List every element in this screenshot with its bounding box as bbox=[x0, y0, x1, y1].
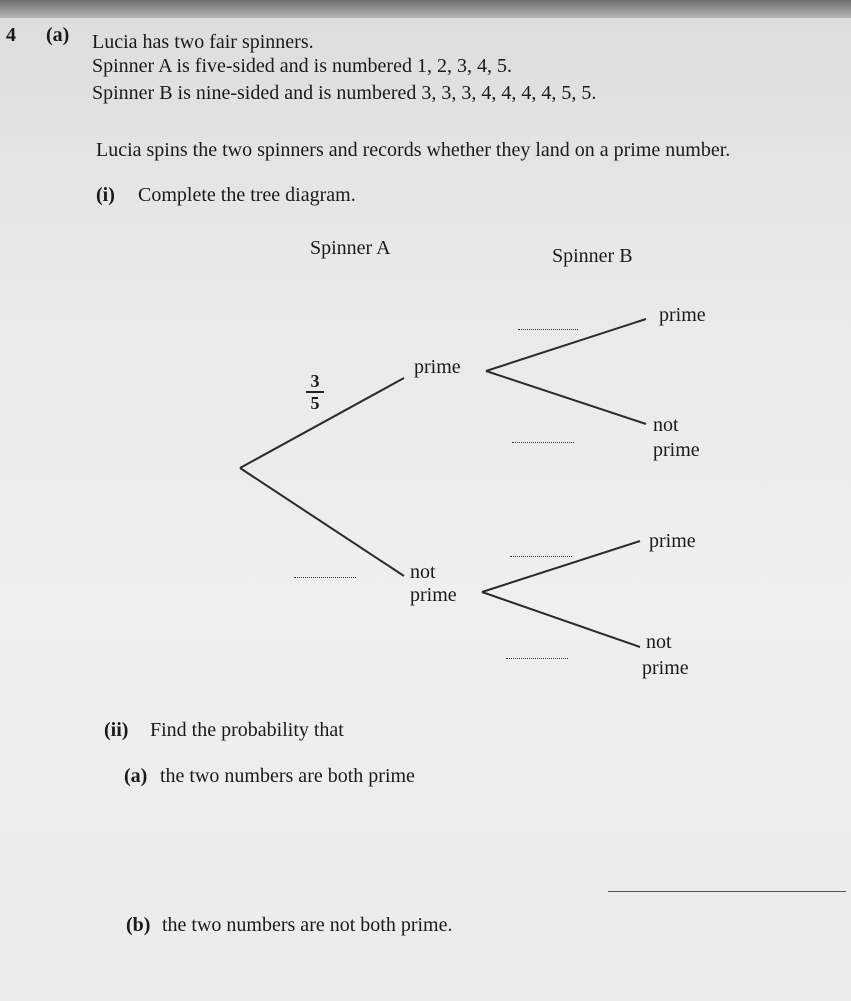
branch-a-not-prime bbox=[240, 468, 404, 576]
probability-denominator: 5 bbox=[310, 393, 320, 413]
intro-line-2: Spinner A is five-sided and is numbered 1, 2, 3, 4, 5. bbox=[92, 55, 512, 77]
b-top-not-prime-label: prime bbox=[653, 439, 700, 461]
b-bottom-not-label: not bbox=[646, 631, 672, 653]
b-top-not-label: not bbox=[653, 414, 679, 436]
blank-b-bottom-not-prime[interactable] bbox=[506, 658, 568, 659]
branch-b-top-prime bbox=[486, 319, 646, 371]
part-i-label: (i) bbox=[96, 184, 115, 206]
b-top-prime-label: prime bbox=[659, 304, 706, 326]
blank-b-top-prime[interactable] bbox=[518, 329, 578, 330]
intro-line-4: Lucia spins the two spinners and records whether they land on a prime number. bbox=[96, 139, 731, 161]
part-ii-a-text: the two numbers are both prime bbox=[160, 765, 415, 787]
answer-line-a[interactable] bbox=[608, 891, 846, 892]
a-not-prime-label: prime bbox=[410, 584, 457, 606]
a-not-label: not bbox=[410, 561, 436, 583]
part-ii-a-label: (a) bbox=[124, 765, 148, 787]
blank-b-top-not-prime[interactable] bbox=[512, 442, 574, 443]
part-ii-text: Find the probability that bbox=[150, 719, 344, 741]
spinner-b-heading: Spinner B bbox=[552, 245, 633, 267]
part-ii-b-label: (b) bbox=[126, 914, 151, 936]
branch-b-bottom-prime bbox=[482, 541, 640, 592]
part-a-label: (a) bbox=[46, 24, 70, 46]
spinner-a-heading: Spinner A bbox=[310, 237, 391, 259]
blank-b-bottom-prime[interactable] bbox=[510, 556, 572, 557]
probability-numerator: 3 bbox=[310, 371, 320, 391]
b-bottom-prime-label: prime bbox=[649, 530, 696, 552]
b-bottom-not-prime-label: prime bbox=[642, 657, 689, 679]
branch-a-prime-probability bbox=[306, 372, 324, 412]
part-ii-b-text: the two numbers are not both prime. bbox=[162, 914, 453, 936]
question-number: 4 bbox=[6, 24, 16, 46]
intro-line-1: Lucia has two fair spinners. bbox=[92, 31, 314, 53]
branch-b-top-not-prime bbox=[486, 371, 646, 424]
part-ii-label: (ii) bbox=[104, 719, 129, 741]
a-prime-label: prime bbox=[414, 356, 461, 378]
part-i-text: Complete the tree diagram. bbox=[138, 184, 356, 206]
branch-b-bottom-not-prime bbox=[482, 592, 640, 647]
blank-a-not-prime[interactable] bbox=[294, 577, 356, 578]
intro-line-3: Spinner B is nine-sided and is numbered 3, 3, 3, 4, 4, 4, 4, 5, 5. bbox=[92, 82, 597, 104]
